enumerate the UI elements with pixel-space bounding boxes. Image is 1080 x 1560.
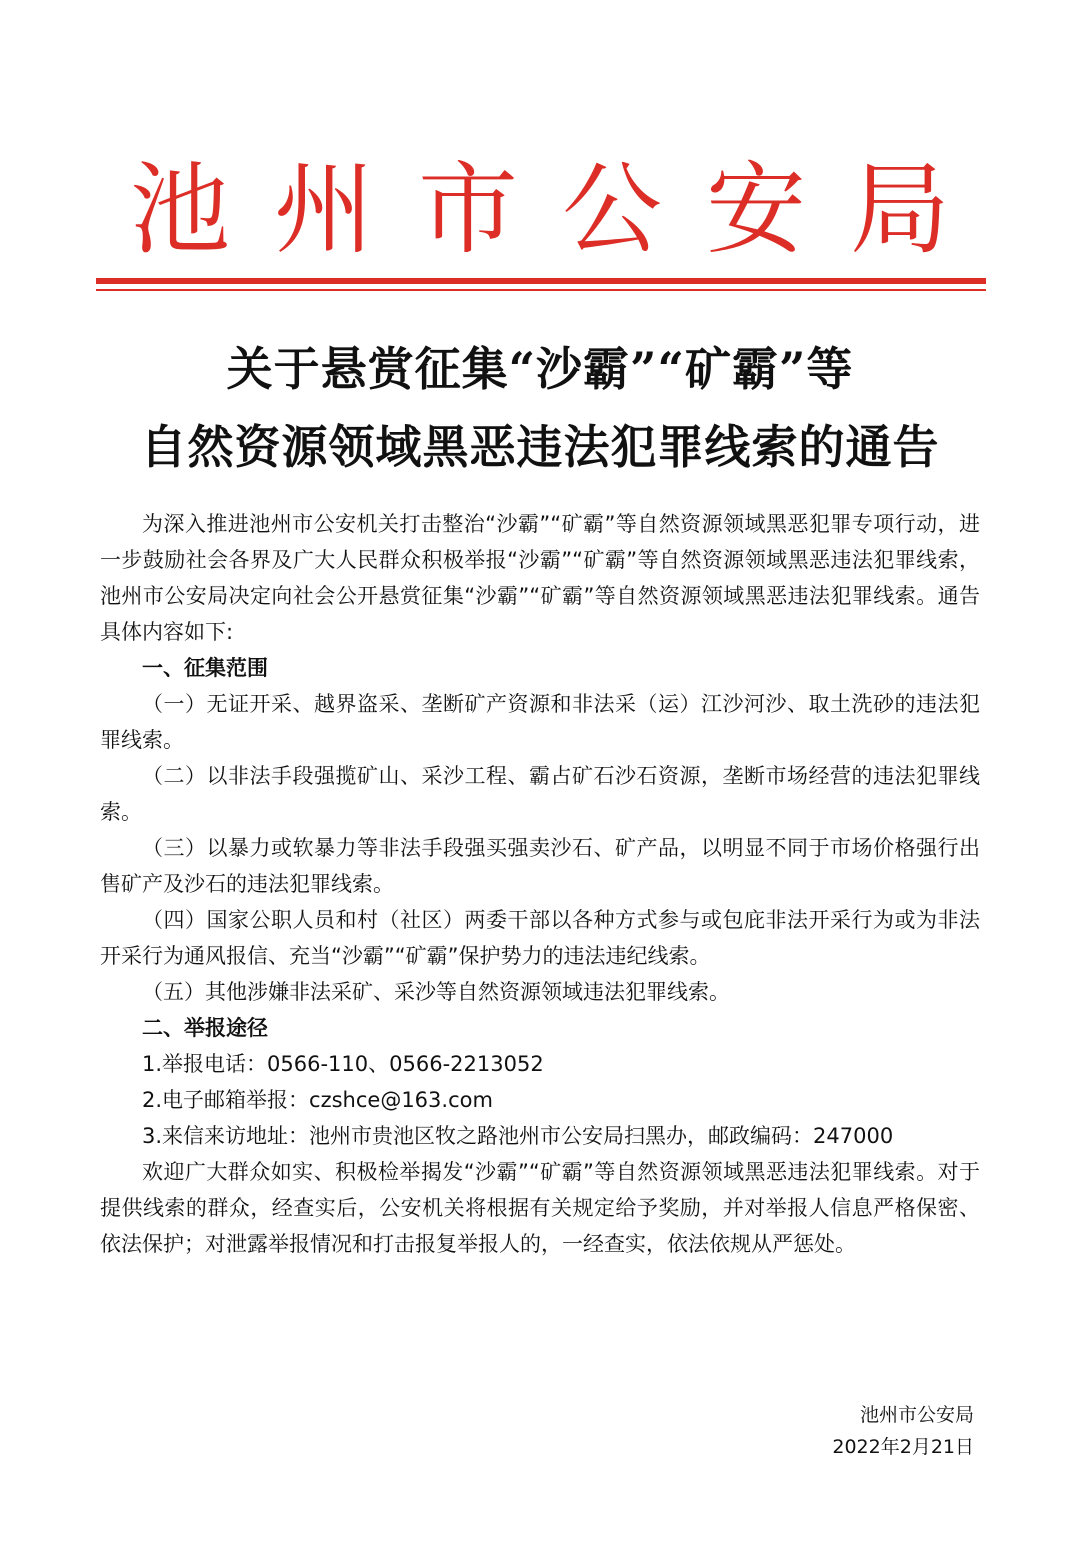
closing-paragraph: 欢迎广大群众如实、积极检举揭发“沙霸”“矿霸”等自然资源领域黑恶违法犯罪线索。对于提供线索的群众，经查实后，公安机关将根据有关规定给予奖励，并对举报人信息严格保密、依法保护；对泄露举报情况和打击报复举报人的，一经查实，依法依规从严惩处。 <box>100 1160 980 1256</box>
channel-address: 3.来信来访地址：池州市贵池区牧之路池州市公安局扫黑办，邮政编码：247000 <box>142 1124 894 1148</box>
channel-phone: 1.举报电话：0566-110、0566-2213052 <box>142 1052 544 1076</box>
masthead-char: 安 <box>706 151 806 268</box>
document-body <box>100 506 980 1262</box>
section-heading-channels: 二、举报途径 <box>142 1016 268 1040</box>
masthead <box>96 150 984 270</box>
signature-date: 2022年2月21日 <box>832 1436 974 1458</box>
section-heading-scope: 一、征集范围 <box>142 656 268 680</box>
document-title-line-2: 自然资源领域黑恶违法犯罪线索的通告 <box>140 420 940 474</box>
masthead-divider-thin <box>96 289 986 291</box>
channel-email: 2.电子邮箱举报：czshce@163.com <box>142 1088 493 1112</box>
scope-item: （五）其他涉嫌非法采矿、采沙等自然资源领域违法犯罪线索。 <box>142 980 730 1004</box>
signature-organization: 池州市公安局 <box>859 1404 974 1426</box>
scope-item: （四）国家公职人员和村（社区）两委干部以各种方式参与或包庇非法开采行为或为非法开采行为通风报信、充当“沙霸”“矿霸”保护势力的违法违纪线索。 <box>100 908 980 968</box>
intro-paragraph: 为深入推进池州市公安机关打击整治“沙霸”“矿霸”等自然资源领域黑恶犯罪专项行动，进一步鼓励社会各界及广大人民群众积极举报“沙霸”“矿霸”等自然资源领域黑恶违法犯罪线索，池州市公安局决定向社会公开悬赏征集“沙霸”“矿霸”等自然资源领域黑恶违法犯罪线索。通告具体内容如下: <box>100 512 980 644</box>
masthead-char: 州 <box>274 151 374 268</box>
masthead-divider <box>96 278 986 284</box>
masthead-char: 局 <box>850 151 950 268</box>
document-title-line-1: 关于悬赏征集“沙霸”“矿霸”等 <box>226 342 854 396</box>
scope-item: （二）以非法手段强揽矿山、采沙工程、霸占矿石沙石资源，垄断市场经营的违法犯罪线索。 <box>100 764 980 824</box>
scope-item: （三）以暴力或软暴力等非法手段强买强卖沙石、矿产品，以明显不同于市场价格强行出售矿产及沙石的违法犯罪线索。 <box>100 836 980 896</box>
masthead-char: 池 <box>130 151 230 268</box>
masthead-char: 市 <box>418 151 518 268</box>
masthead-char: 公 <box>562 151 662 268</box>
scope-item: （一）无证开采、越界盗采、垄断矿产资源和非法采（运）江沙河沙、取土洗砂的违法犯罪线索。 <box>100 692 980 752</box>
